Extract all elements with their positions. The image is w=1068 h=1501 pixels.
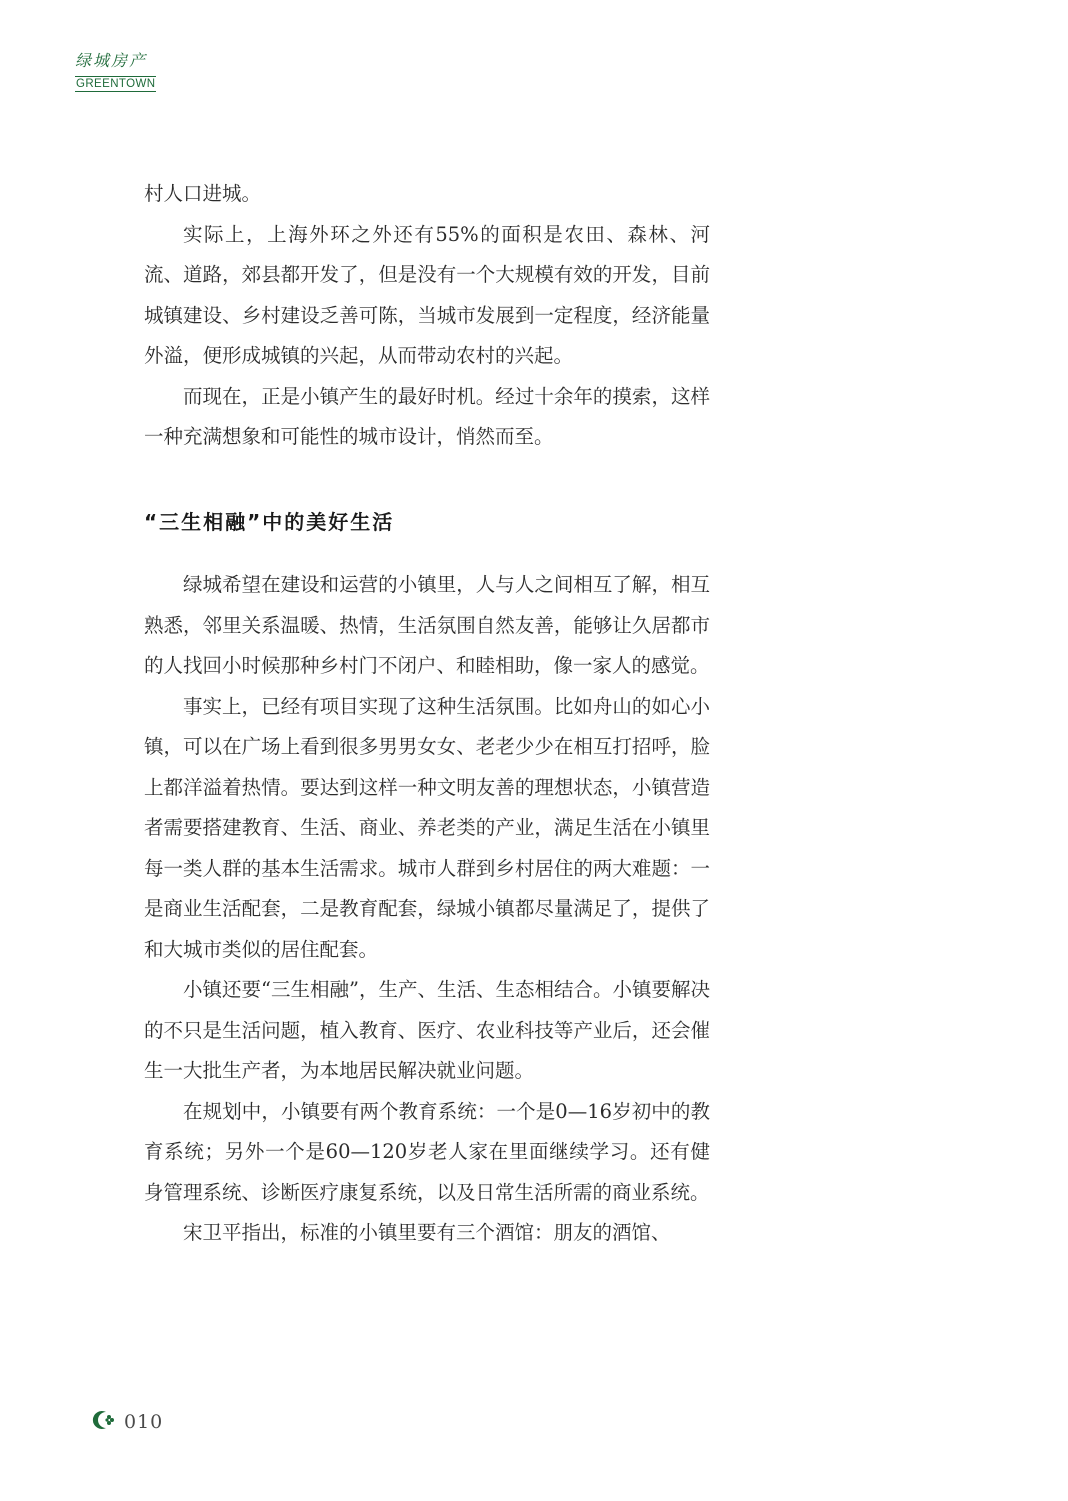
paragraph: 而现在，正是小镇产生的最好时机。经过十余年的摸索，这样一种充满想象和可能性的城市设计，悄然而至。 <box>144 384 710 448</box>
brand-logo <box>75 50 155 92</box>
section-body <box>144 565 710 1254</box>
section-intro <box>144 174 710 458</box>
paragraph: 实际上，上海外环之外还有55%的面积是农田、森林、河流、道路，郊县都开发了，但是没有一个大规模有效的开发，目前城镇建设、乡村建设乏善可陈，当城市发展到一定程度，经济能量外溢，便形成城镇的兴起，从而带动农村的兴起。 <box>144 222 710 367</box>
page-footer <box>92 1408 163 1436</box>
page-number: 010 <box>124 1411 164 1433</box>
paragraph: 绿城希望在建设和运营的小镇里，人与人之间相互了解，相互熟悉，邻里关系温暖、热情，生活氛围自然友善，能够让久居都市的人找回小时候那种乡村门不闭户、和睦相助，像一家人的感觉。 <box>144 573 710 677</box>
paragraph: 在规划中，小镇要有两个教育系统：一个是0—16岁初中的教育系统；另外一个是60—120岁老人家在里面继续学习。还有健身管理系统、诊断医疗康复系统，以及日常生活所需的商业系统。 <box>144 1099 710 1204</box>
paragraph: 村人口进城。 <box>144 182 262 205</box>
logo-english-text: GREENTOWN <box>76 78 156 90</box>
paragraph: 宋卫平指出，标准的小镇里要有三个酒馆：朋友的酒馆、 <box>183 1221 671 1244</box>
paragraph: 事实上，已经有项目实现了这种生活氛围。比如舟山的如心小镇，可以在广场上看到很多男男女女、老老少少在相互打招呼，脸上都洋溢着热情。要达到这样一种文明友善的理想状态，小镇营造者需要搭建教育、生活、商业、养老类的产业，满足生活在小镇里每一类人群的基本生活需求。城市人群到乡村居住的两大难题：一是商业生活配套，二是教育配套，绿城小镇都尽量满足了，提供了和大城市类似的居住配套。 <box>144 694 710 961</box>
logo-chinese-text: 绿城房产 <box>75 51 148 70</box>
paragraph: 小镇还要“三生相融”，生产、生活、生态相结合。小镇要解决的不只是生活问题，植入教育、医疗、农业科技等产业后，还会催生一大批生产者，为本地居民解决就业问题。 <box>144 978 710 1082</box>
section-heading: “三生相融”中的美好生活 <box>144 510 395 534</box>
greentown-emblem-icon <box>92 1408 116 1436</box>
